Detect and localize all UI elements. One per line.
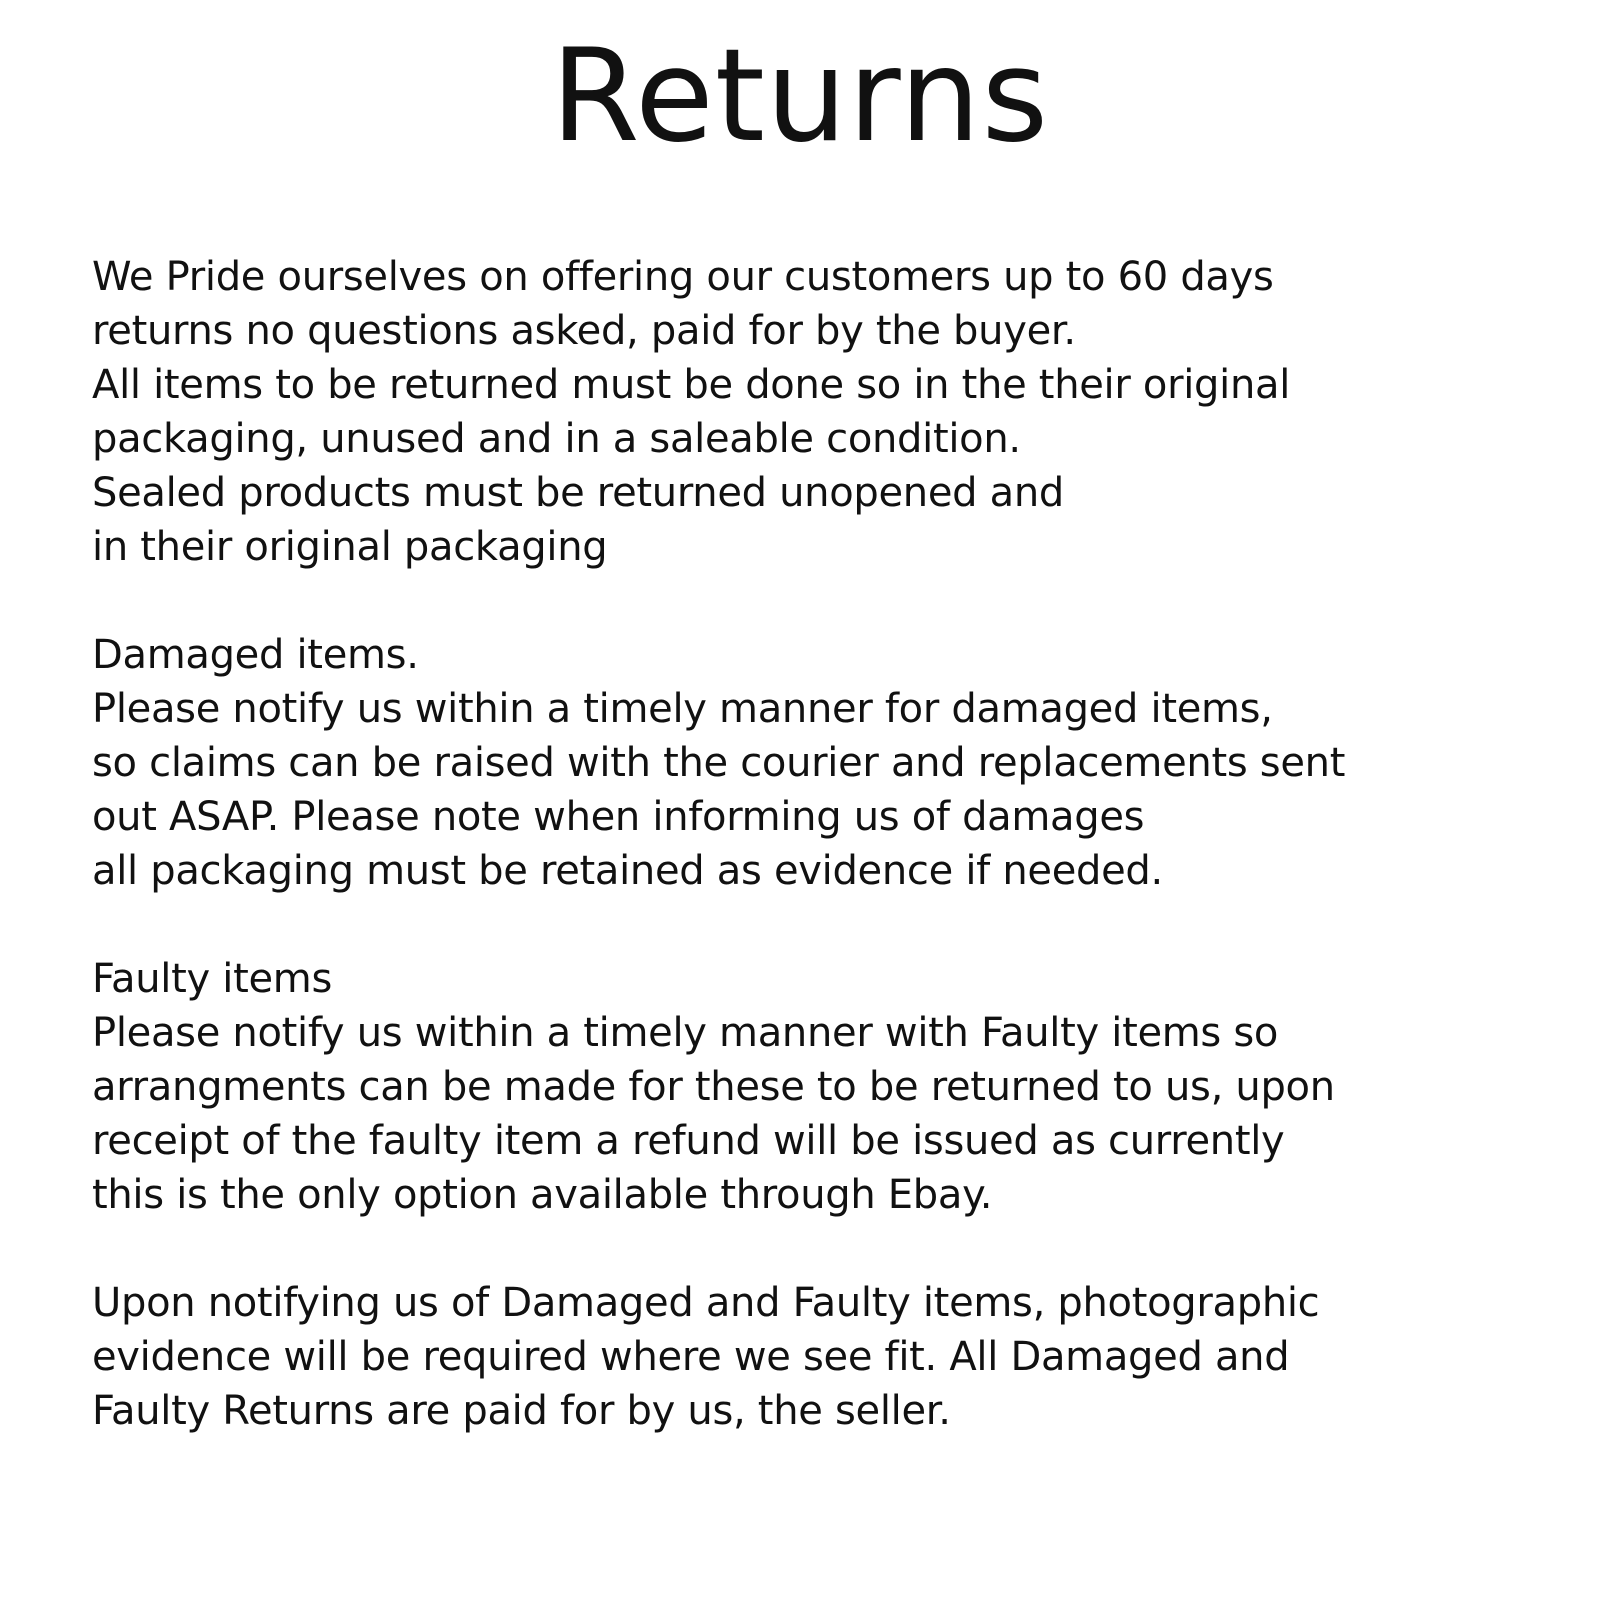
page-title: Returns — [550, 22, 1050, 171]
policy-line: evidence will be required where we see fit. All Damaged and — [92, 1334, 1290, 1380]
policy-line: in their original packaging — [92, 524, 608, 570]
policy-line: arrangments can be made for these to be returned to us, upon — [92, 1064, 1335, 1110]
policy-line: so claims can be raised with the courier and replacements sent — [92, 740, 1346, 786]
policy-line: this is the only option available through Ebay. — [92, 1172, 993, 1218]
policy-line: Please notify us within a timely manner with Faulty items so — [92, 1010, 1279, 1056]
policy-line: All items to be returned must be done so in the their original — [92, 362, 1291, 408]
evidence-section — [92, 1276, 1572, 1438]
policy-line: Upon notifying us of Damaged and Faulty items, photographic — [92, 1280, 1320, 1326]
policy-line: packaging, unused and in a saleable condition. — [92, 416, 1021, 462]
policy-line: returns no questions asked, paid for by the buyer. — [92, 308, 1076, 354]
policy-line: Sealed products must be returned unopened and — [92, 470, 1065, 516]
section-spacer — [92, 574, 1572, 628]
section-spacer — [92, 1222, 1572, 1276]
damaged-items-section — [92, 628, 1572, 898]
policy-line: We Pride ourselves on offering our customers up to 60 days — [92, 254, 1274, 300]
section-heading-damaged-items: Damaged items. — [92, 632, 419, 678]
policy-line: all packaging must be retained as evidence if needed. — [92, 848, 1163, 894]
policy-line: receipt of the faulty item a refund will be issued as currently — [92, 1118, 1285, 1164]
section-spacer — [92, 898, 1572, 952]
policy-line: out ASAP. Please note when informing us of damages — [92, 794, 1145, 840]
section-heading-faulty-items: Faulty items — [92, 956, 332, 1002]
faulty-items-section — [92, 952, 1572, 1222]
general-returns-section — [92, 250, 1572, 574]
policy-line: Please notify us within a timely manner for damaged items, — [92, 686, 1273, 732]
policy-line: Faulty Returns are paid for by us, the seller. — [92, 1388, 951, 1434]
returns-policy-body — [92, 250, 1572, 1438]
